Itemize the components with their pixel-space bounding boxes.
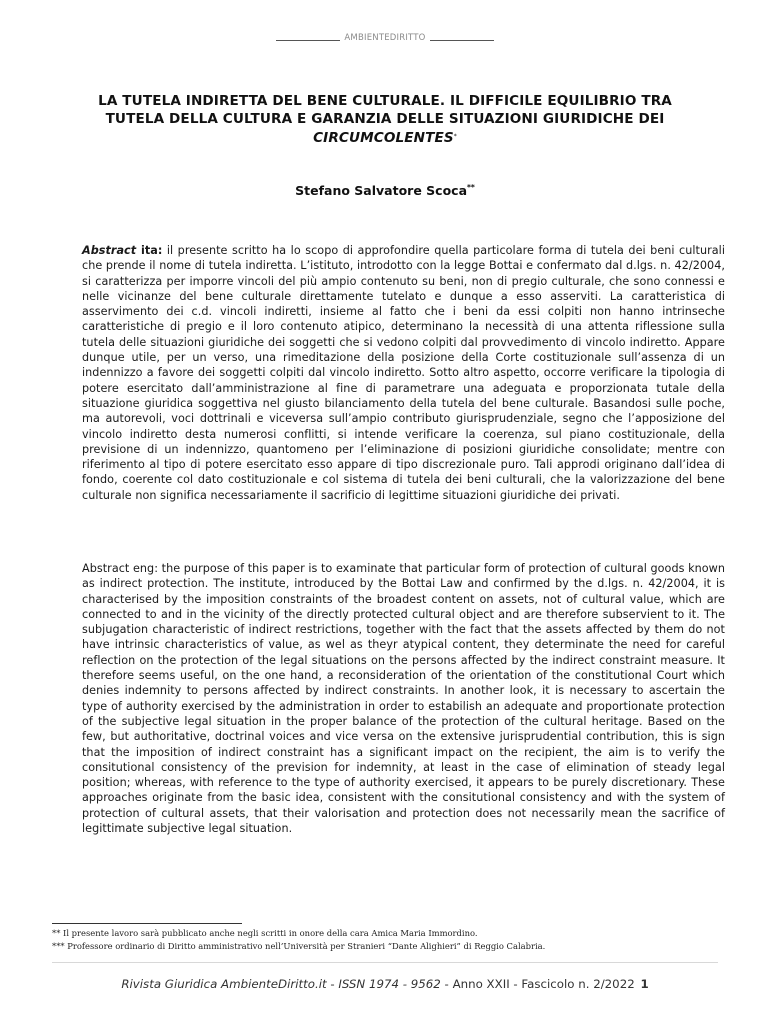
abstract-english	[82, 561, 725, 836]
header-left-rule	[276, 40, 340, 41]
article-title-italic: CIRCUMCOLENTES	[313, 130, 454, 146]
page-number: 1	[640, 977, 649, 991]
footer-journal-name: Rivista Giuridica AmbienteDiritto.it	[121, 977, 327, 991]
footnote-separator	[52, 923, 242, 924]
abstract-italian	[82, 243, 725, 503]
article-title	[70, 92, 700, 147]
footer-separator-1: -	[326, 977, 339, 991]
abstract-it-text: il presente scritto ha lo scopo di approfondire quella particolare forma di tutela dei beni culturali che prende il nome di tutela indiretta. L’istituto, introdotto con la legge Bottai e confermato dal d.lgs. n. 42/2004, si caratterizza per imporre vincoli del più ampio contenuto su beni, non di pregio culturale, che sono connessi e nelle vicinanze del bene culturale direttamente tutelato e dunque a esso asserviti. La caratteristica di asservimento dei c.d. vincoli indiretti, insieme al fatto che i beni da essi colpiti non hanno intrinseche caratteristiche di pregio e il loro contenuto atipico, determinano la necessità di una attenta riflessione sulla tutela delle situazioni giuridiche dei soggetti che si vedono colpiti dal provvedimento di vincolo indiretto. Appare dunque utile, per un verso, una rimeditazione della posizione della Corte costituzionale sull’assenza di un indennizzo a favore dei soggetti colpiti dal vincolo indiretto. Sotto altro aspetto, occorre verificare la tipologia di potere esercitato dall’amministrazione al fine di parametrare una adeguata e proporzionata tutale della situazione giuridica soggettiva nel giusto bilanciamento della tutela del bene culturale. Basandosi sulle poche, ma autorevoli, voci dottrinali e viceversa sull’ampio contributo giurisprudenziale, segno che l’apposizione del vincolo indiretto desta numerosi conflitti, si intende verificare la coerenza, sul piano costituzionale, della previsione di un indennizzo, quantomeno per l’eliminazione di posizioni giuridiche consolidate; mentre con riferimento al tipo di potere esercitato esso appare di tipo discrezionale puro. Tali approdi originano dall’idea di fondo, coerente col dato costituzionale e col sistema di tutela dei beni culturali, che la valorizzazione del bene culturale non significa necessariamente il sacrificio di legittime situazioni giuridiche dei privati.	[82, 244, 725, 502]
abstract-en-text: Abstract eng: the purpose of this paper is to examinate that particular form of protection of cultural goods known as indirect protection. The institute, introduced by the Bottai Law and confirmed by the d.lgs. n. 42/2004, it is characterised by the imposition constraints of the broadest content on assets, not of cultural value, which are connected to and in the vicinity of the directly protected cultural object and are therefore subservient to it. The subjugation characteristic of indirect restrictions, together with the fact that the assets affected by them do not have intrinsic characteristics of value, as wel as theyr atypical content, they determinate the need for careful reflection on the protection of the legal situations on the persons affected by the indirect constraint measure. It therefore seems useful, on the one hand, a reconsideration of the orientation of the constitutional Court which denies indemnity to persons affected by indirect constraints. In another look, it is necessary to ascertain the type of authority exercised by the administration in order to estabilish an adequate and proportionate protection of the subjective legal situation in the proper balance of the protection of the cultural heritage. Based on the few, but authoritative, doctrinal voices and vice versa on the extensive jurisprudential contribution, this is sign that the imposition of indirect constraint has a significant impact on the recipient, the aim is to verify the consitutional consistency of the prevision for indemnity, at least in the case of elimination of steady legal position; whereas, with reference to the type of authority exercised, it appears to be purely discretionary. These approaches originate from the basic idea, consistent with the consitutional consistency and with the system of protection of cultural assets, that their valorisation and protection does not necessarily mean the sacrifice of legittimate subjective legal situation.	[82, 562, 725, 836]
title-footnote-marker: *	[453, 133, 457, 140]
footer-separator	[52, 962, 718, 963]
abstract-it-lead: Abstract	[82, 244, 137, 257]
page-footer	[0, 977, 770, 991]
author-line	[0, 183, 770, 198]
running-header	[0, 33, 770, 43]
footnote-1: ** Il presente lavoro sarà pubblicato anche negli scritti in onore della cara Amica Maria Immordino.	[52, 928, 478, 938]
abstract-it-lead-suffix: ita:	[136, 244, 163, 257]
footer-issue: Anno XXII - Fascicolo n. 2/2022	[452, 977, 635, 991]
footnote-2: *** Professore ordinario di Diritto amministrativo nell’Università per Stranieri “Dante Alighieri” di Reggio Calabria.	[52, 941, 546, 951]
footer-separator-2: -	[440, 977, 453, 991]
header-right-rule	[430, 40, 494, 41]
running-title: AMBIENTEDIRITTO	[344, 33, 426, 43]
author-footnote-marker: **	[467, 183, 475, 192]
footer-issn: ISSN 1974 - 9562	[338, 977, 441, 991]
author-name: Stefano Salvatore Scoca	[295, 183, 467, 198]
article-title-main: LA TUTELA INDIRETTA DEL BENE CULTURALE. IL DIFFICILE EQUILIBRIO TRA TUTELA DELLA CULTURA E GARANZIA DELLE SITUAZIONI GIURIDICHE DEI	[98, 93, 672, 127]
